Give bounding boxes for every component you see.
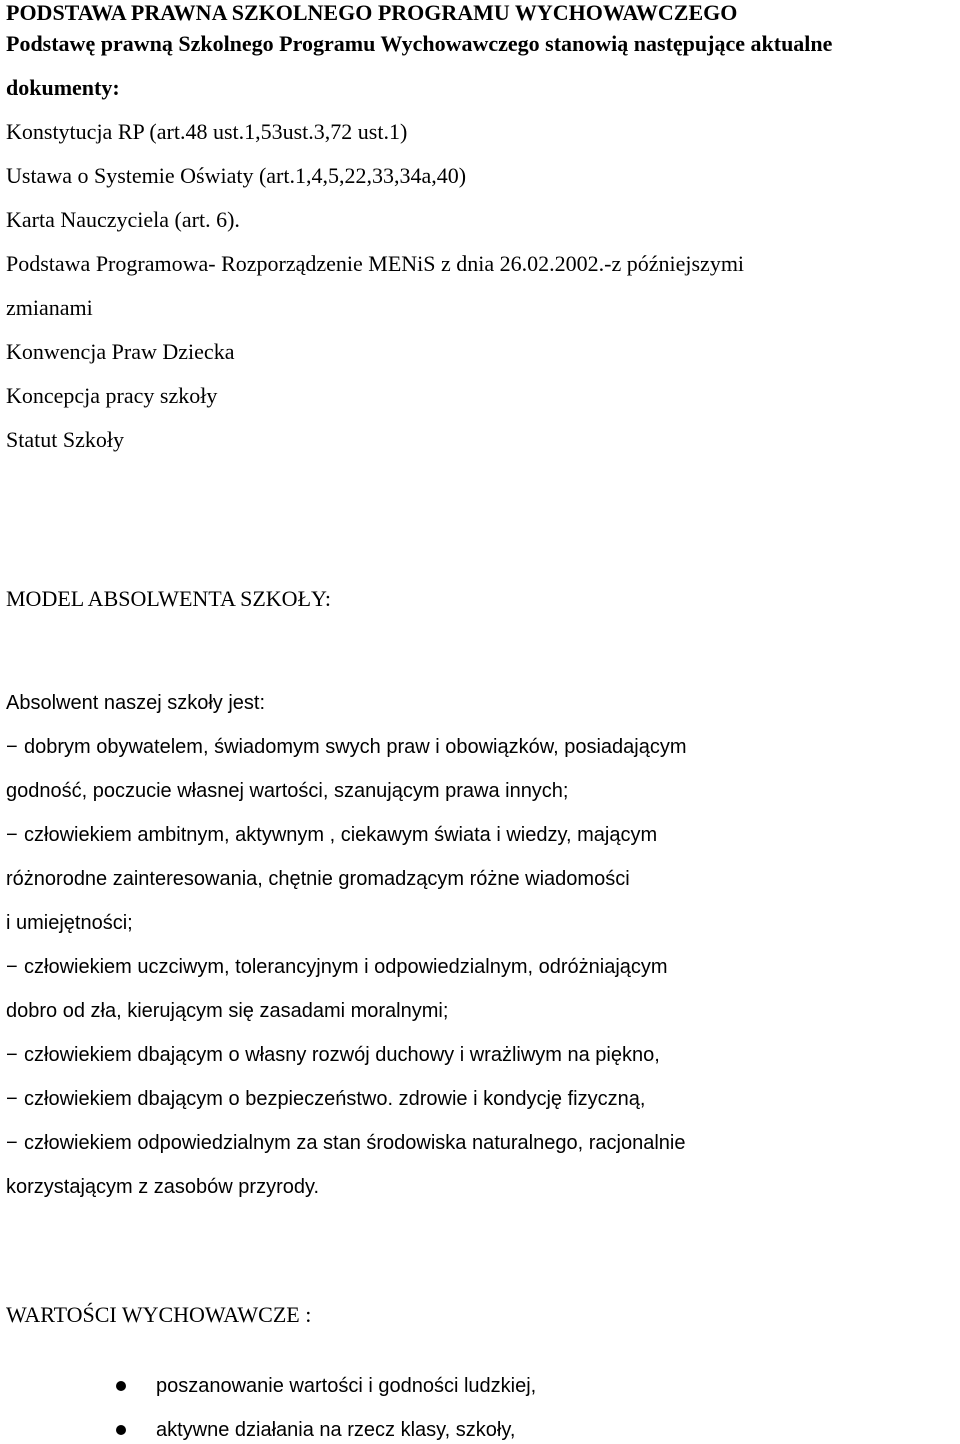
model-list-text: godność, poczucie własnej wartości, szanującym prawa innych; <box>6 780 569 802</box>
model-list-text: dobrym obywatelem, świadomym swych praw i obowiązków, posiadającym <box>24 736 687 758</box>
dash-icon: − <box>6 1132 18 1154</box>
model-list-line <box>6 734 686 760</box>
document-item-curriculum-basis-cont: zmianami <box>6 295 93 320</box>
dash-icon: − <box>6 956 18 978</box>
model-list-text: człowiekiem dbającym o własny rozwój duchowy i wrażliwym na piękno, <box>24 1044 660 1066</box>
dash-icon: − <box>6 736 18 758</box>
dash-icon: − <box>6 1088 18 1110</box>
model-list-text: człowiekiem odpowiedzialnym za stan środowiska naturalnego, racjonalnie <box>24 1132 686 1154</box>
model-list-line <box>6 822 657 848</box>
model-list-text: człowiekiem ambitnym, aktywnym , ciekawym świata i wiedzy, mającym <box>24 824 658 846</box>
model-list-text: człowiekiem dbającym o bezpieczeństwo. zdrowie i kondycję fizyczną, <box>24 1088 646 1110</box>
document-item-school-concept: Koncepcja pracy szkoły <box>6 383 218 408</box>
values-heading: WARTOŚCI WYCHOWAWCZE : <box>6 1302 312 1327</box>
model-list-line <box>6 998 448 1024</box>
model-list-line <box>6 1042 660 1068</box>
basis-intro-line-1: Podstawę prawną Szkolnego Programu Wychowawczego stanowią następujące aktualne <box>6 31 833 56</box>
model-heading: MODEL ABSOLWENTA SZKOŁY: <box>6 586 331 611</box>
dash-icon: − <box>6 1044 18 1066</box>
document-item-school-statute: Statut Szkoły <box>6 427 124 452</box>
document-item-curriculum-basis: Podstawa Programowa- Rozporządzenie MENiS z dnia 26.02.2002.-z późniejszymi <box>6 251 745 276</box>
document-item-teacher-charter: Karta Nauczyciela (art. 6). <box>6 207 240 232</box>
model-list-line <box>6 910 133 936</box>
model-list-line <box>6 954 668 980</box>
model-intro: Absolwent naszej szkoły jest: <box>6 692 266 714</box>
model-list-line <box>6 1130 685 1156</box>
document-title: PODSTAWA PRAWNA SZKOLNEGO PROGRAMU WYCHOWAWCZEGO <box>6 0 738 25</box>
document-item-education-act: Ustawa o Systemie Oświaty (art.1,4,5,22,33,34a,40) <box>6 163 467 188</box>
model-list-line <box>6 1174 319 1200</box>
bullet-icon <box>116 1425 126 1435</box>
model-list-text: człowiekiem uczciwym, tolerancyjnym i odpowiedzialnym, odróżniającym <box>24 956 668 978</box>
model-list-line <box>6 1086 645 1112</box>
document-item-child-rights: Konwencja Praw Dziecka <box>6 339 235 364</box>
document-item-constitution: Konstytucja RP (art.48 ust.1,53ust.3,72 ust.1) <box>6 119 408 144</box>
model-list-text: dobro od zła, kierującym się zasadami moralnymi; <box>6 1000 449 1022</box>
model-list-text: korzystającym z zasobów przyrody. <box>6 1176 320 1198</box>
model-list-line <box>6 866 630 892</box>
bullet-icon <box>116 1381 126 1391</box>
model-list-text: i umiejętności; <box>6 912 133 934</box>
model-list-line <box>6 778 569 804</box>
basis-intro-line-2: dokumenty: <box>6 75 120 100</box>
dash-icon: − <box>6 824 18 846</box>
model-list-text: różnorodne zainteresowania, chętnie gromadzącym różne wiadomości <box>6 868 630 890</box>
